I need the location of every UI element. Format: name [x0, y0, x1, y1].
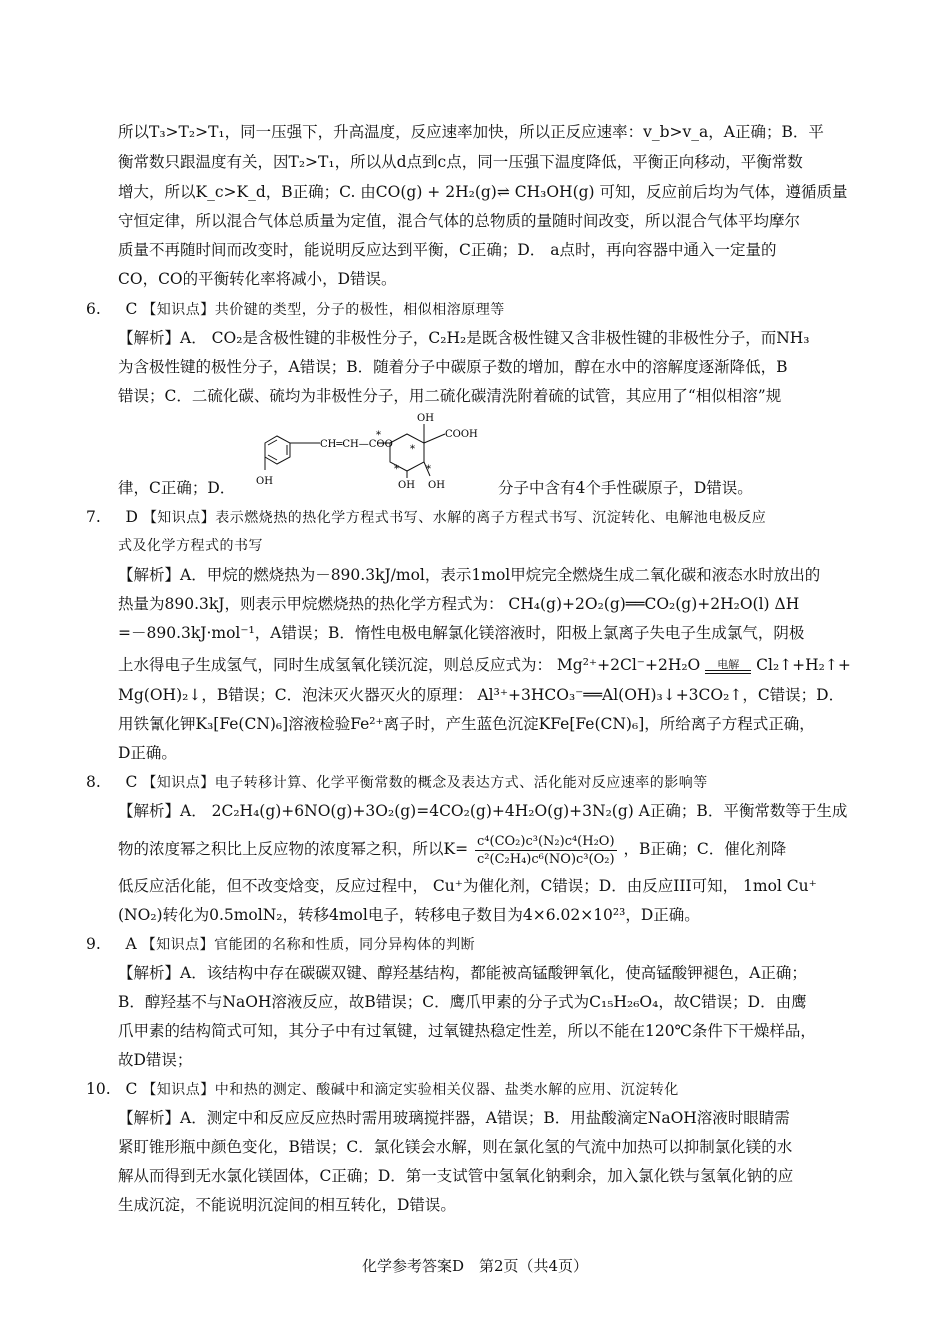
chiral-mark: * — [410, 444, 415, 455]
analysis-line: 【解析】A． 2C₂H₄(g)+6NO(g)+3O₂(g)=4CO₂(g)+4H₂O(g)+3N₂(g) A正确；B．平衡常数等于生成 — [118, 802, 848, 820]
analysis-text: 物的浓度幂之积比上反应物的浓度幂之积，所以K= — [118, 840, 469, 858]
analysis-line: Mg(OH)₂↓，B错误；C．泡沫灭火器灭火的原理： Al³⁺+3HCO₃⁻══Al(OH)₃↓+3CO₂↑，C错误；D． — [118, 686, 845, 704]
analysis-line: 为含极性键的极性分子，A错误；B．随着分子中碳原子数的增加，醇在水中的溶解度逐渐降低，B — [118, 358, 788, 376]
analysis-line: 生成沉淀，不能说明沉淀间的相互转化，D错误。 — [118, 1196, 456, 1214]
analysis-line: (NO₂)转化为0.5molN₂，转移4mol电子，转移电子数目为4×6.02×10²³，D正确。 — [118, 906, 700, 924]
analysis-line: 紧盯锥形瓶中颜色变化，B错误；C．氯化镁会水解，则在氯化氢的气流中加热可以抑制氯化镁的水 — [118, 1138, 793, 1156]
page-footer: 化学参考答案D 第2页（共4页） — [361, 1257, 589, 1275]
chain-label: CH═CH—COO — [320, 439, 393, 450]
item-answer: C — [125, 773, 138, 791]
analysis-line — [118, 828, 870, 870]
fraction-numerator: c⁴(CO₂)c³(N₂)c⁴(H₂O) — [477, 833, 615, 849]
item-8-header — [86, 769, 870, 796]
cooh-label: COOH — [445, 429, 478, 440]
text-line: 守恒定律，所以混合气体总质量为定值，混合气体的总物质的量随时间改变，所以混合气体平均摩尔 — [118, 212, 801, 230]
knowledge-point: 【知识点】官能团的名称和性质，同分异构体的判断 — [141, 937, 476, 953]
analysis-line: B．醇羟基不与NaOH溶液反应，故B错误；C．鹰爪甲素的分子式为C₁₅H₂₆O₄，故C错误；D．由鹰 — [118, 993, 807, 1011]
oh-label: OH — [428, 480, 445, 490]
text-line: 质量不再随时间而改变时，能说明反应达到平衡，C正确；D． a点时，再向容器中通入一定量的 — [118, 241, 777, 259]
knowledge-point: 【知识点】表示燃烧热的热化学方程式书写、水解的离子方程式书写、沉淀转化、电解池电极反应 — [142, 510, 767, 526]
analysis-line: 【解析】A．甲烷的燃烧热为－890.3kJ/mol，表示1mol甲烷完全燃烧生成二氧化碳和液态水时放出的 — [118, 566, 821, 584]
analysis-line: 热量为890.3kJ，则表示甲烷燃烧热的热化学方程式为： CH₄(g)+2O₂(g)══CO₂(g)+2H₂O(l) ΔH — [118, 595, 800, 613]
knowledge-point: 【知识点】中和热的测定、酸碱中和滴定实验相关仪器、盐类水解的应用、沉淀转化 — [142, 1082, 679, 1098]
analysis-line: 解从而得到无水氯化镁固体，C正确；D．第一支试管中氢氧化钠剩余，加入氯化铁与氢氧化钠的应 — [118, 1167, 794, 1185]
analysis-tail-right: 分子中含有4个手性碳原子，D错误。 — [498, 479, 753, 497]
text-line: 所以T₃>T₂>T₁，同一压强下，升高温度，反应速率加快，所以正反应速率：v_b>v_a，A正确；B．平 — [118, 123, 824, 141]
analysis-line: 错误；C．二硫化碳、硫均为非极性分子，用二硫化碳清洗附着硫的试管，其应用了“相似相溶”规 — [118, 387, 782, 405]
analysis-line: 用铁氰化钾K₃[Fe(CN)₆]溶液检验Fe²⁺离子时，产生蓝色沉淀KFe[Fe(CN)₆]，所给离子方程式正确， — [118, 715, 815, 733]
item-number: 8. — [86, 773, 101, 791]
electrolysis-label: 电解 — [717, 657, 740, 671]
analysis-line — [118, 475, 870, 502]
knowledge-point-cont: 式及化学方程式的书写 — [118, 538, 263, 554]
item-answer: D — [125, 508, 138, 526]
item-answer: C — [125, 300, 138, 318]
analysis-line — [118, 652, 870, 679]
analysis-line: =－890.3kJ·mol⁻¹，A错误；B．惰性电极电解氯化镁溶液时，阳极上氯离子失电子生成氯气，阴极 — [118, 624, 805, 642]
text-line: 衡常数只跟温度有关，因T₂>T₁，所以从d点到c点，同一压强下温度降低，平衡正向移动，平衡常数 — [118, 153, 803, 171]
item-number: 10. — [86, 1080, 111, 1098]
analysis-line: 爪甲素的结构简式可知，其分子中有过氧键，过氧键热稳定性差，所以不能在120℃条件下干燥样品， — [118, 1022, 816, 1040]
item-10-header — [86, 1076, 870, 1103]
text-line: CO，CO的平衡转化率将减小，D错误。 — [118, 270, 397, 288]
item-number: 7. — [86, 508, 101, 526]
equilibrium-fraction — [475, 833, 617, 868]
item-number: 9. — [86, 935, 101, 953]
analysis-line: D正确。 — [118, 744, 177, 762]
analysis-line: 低反应活化能，但不改变焓变，反应过程中， Cu⁺为催化剂，C错误；D．由反应III可知， 1mol Cu⁺ — [118, 877, 817, 895]
analysis-line: 【解析】A． CO₂是含极性键的非极性分子，C₂H₂是既含极性键又含非极性键的非极性分子，而NH₃ — [118, 329, 810, 347]
knowledge-point: 【知识点】电子转移计算、化学平衡常数的概念及表达方式、活化能对反应速率的影响等 — [142, 775, 708, 791]
item-6-header — [86, 296, 870, 323]
item-number: 6. — [86, 300, 101, 318]
item-7-header — [86, 504, 870, 531]
analysis-tail-left: 律，C正确；D． — [118, 479, 236, 497]
chiral-mark: * — [426, 464, 431, 475]
item-answer: A — [125, 935, 137, 953]
text-line: 增大，所以K_c>K_d，B正确；C. 由CO(g) + 2H₂(g)⇌ CH₃OH(g) 可知，反应前后均为气体，遵循质量 — [118, 183, 848, 201]
item-9-header — [86, 931, 870, 958]
analysis-line: 故D错误； — [118, 1051, 193, 1069]
knowledge-point: 【知识点】共价键的类型，分子的极性，相似相溶原理等 — [142, 302, 505, 318]
electrolysis-products: Cl₂↑+H₂↑+ — [756, 656, 851, 674]
oh-label: OH — [398, 480, 415, 490]
analysis-text: 上水得电子生成氢气，同时生成氢氧化镁沉淀，则总反应式为： Mg²⁺+2Cl⁻+2H₂O — [118, 656, 701, 674]
chiral-mark: * — [394, 464, 399, 475]
analysis-line: 【解析】A．该结构中存在碳碳双键、醇羟基结构，都能被高锰酸钾氧化，使高锰酸钾褪色，A正确； — [118, 964, 807, 982]
fraction-denominator: c²(C₂H₄)c⁶(NO)c³(O₂) — [477, 851, 615, 867]
analysis-line: 【解析】A．测定中和反应反应热时需用玻璃搅拌器，A错误；B．用盐酸滴定NaOH溶液时眼睛需 — [118, 1109, 790, 1127]
oh-label: OH — [256, 476, 273, 487]
oh-label: OH — [417, 413, 434, 424]
analysis-text: ，B正确；C．催化剂降 — [623, 840, 787, 858]
chiral-mark: * — [376, 430, 381, 441]
item-answer: C — [125, 1080, 138, 1098]
electrolysis-arrow — [705, 659, 751, 674]
